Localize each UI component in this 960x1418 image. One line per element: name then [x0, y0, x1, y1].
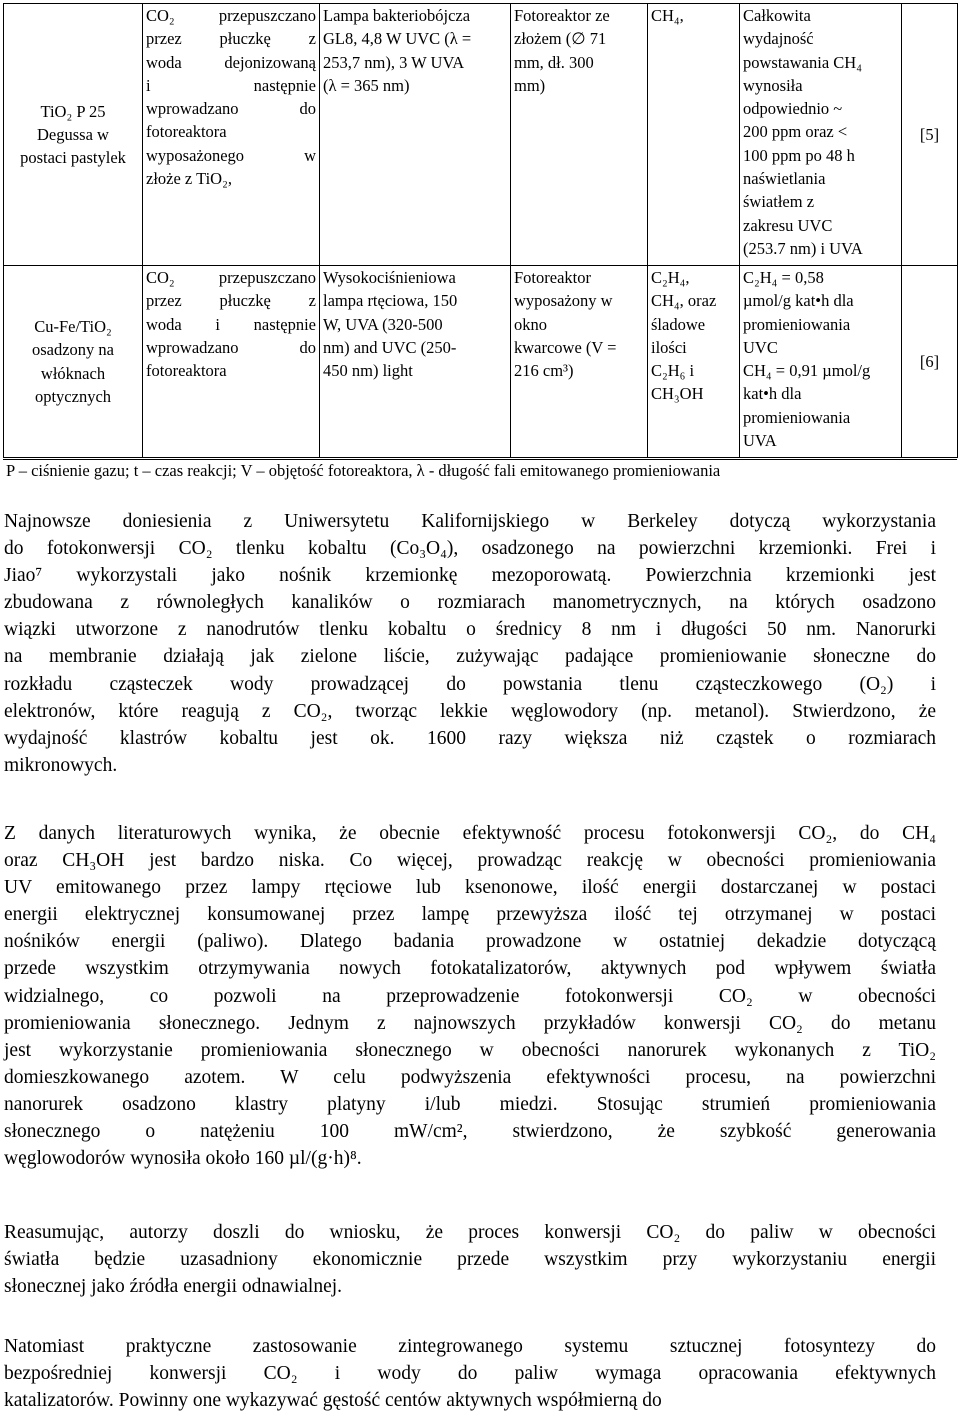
text-line: powstawania CH₄	[743, 52, 862, 72]
text-line: przede wszystkim otrzymywania nowych fotokatalizatorów, aktywnych pod wpływem światła	[4, 958, 936, 980]
text-line: słonecznej jako źródła energii odnawialnej.	[4, 1276, 343, 1298]
body-paragraph	[4, 1219, 936, 1300]
table-footnote: P – ciśnienie gazu; t – czas reakcji; V – objętość fotoreaktora, λ - długość fali emitowanego promieniowania	[3, 459, 957, 483]
light-source-cell	[320, 4, 511, 266]
text-line: kat•h dla	[743, 384, 802, 404]
text-line: złoże z TiO₂,	[146, 169, 232, 189]
text-line: wydajność	[743, 29, 814, 49]
text-line: CO₂ przepuszczano	[146, 268, 316, 287]
text-line: Całkowita	[743, 6, 811, 25]
text-line: włóknach	[40, 363, 106, 383]
text-line: 450 nm) light	[323, 361, 413, 381]
text-line: kwarcowe (V =	[514, 337, 617, 357]
text-line: jest wykorzystanie promieniowania słonecznego w obecności nanorurek wykonanych z TiO₂	[4, 1039, 936, 1061]
text-line: przez płuczkę z	[146, 29, 316, 49]
text-line: C₂H₆ i	[651, 361, 695, 381]
catalyst-cell	[4, 4, 143, 266]
table-row	[4, 266, 958, 458]
text-line: do fotokonwersji CO₂ tlenku kobaltu (Co₃O₄), osadzonego na powierzchni krzemionki. Frei i	[4, 538, 936, 560]
text-line: Lampa bakteriobójcza	[323, 6, 471, 25]
text-line: UV emitowanego przez lampy rtęciowe lub ksenonowe, ilość energii dostarczanej w postaci	[4, 877, 936, 899]
text-line: wyposażonego w	[146, 145, 316, 165]
text-line: C₂H₄ = 0,58	[743, 268, 824, 287]
text-line: 253,7 nm), 3 W UVA	[323, 52, 465, 72]
text-line: katalizatorów. Powinny one wykazywać gęstość centów aktywnych współmierną do	[4, 1390, 662, 1412]
text-line: wydajność klastrów kobaltu jest ok. 1600 razy większa niż cząstek o rozmiarach	[4, 727, 936, 749]
text-line: fotoreaktora	[146, 361, 227, 381]
text-line: UVA	[743, 431, 777, 451]
text-line: ilości	[651, 337, 687, 357]
text-line: światła będzie uzasadniony ekonomicznie przede wszystkim przy wykorzystaniu energii	[4, 1249, 936, 1271]
text-line: słonecznego o natężeniu 100 mW/cm², stwierdzono, że szybkość generowania	[4, 1121, 936, 1143]
text-line: widzialnego, co pozwoli na przeprowadzenie fotokonwersji CO₂ w obecności	[4, 985, 936, 1007]
text-line: naświetlania	[743, 169, 826, 189]
method-cell	[143, 4, 320, 266]
text-line: CO₂ przepuszczano	[146, 6, 316, 25]
text-line: (253.7 nm) i UVA	[743, 238, 863, 258]
text-line: zbudowana z równoległych kanalików o rozmiarach manometrycznych, na których osadzono	[4, 592, 936, 614]
text-line: C₂H₄,	[651, 268, 690, 287]
text-line: odpowiednio ~	[743, 99, 843, 119]
text-line: 200 ppm oraz <	[743, 122, 848, 142]
reactor-cell	[511, 266, 648, 458]
text-line: wiązki utworzone z nanodrutów tlenku kobaltu o średnicy 8 nm i długości 50 nm. Nanorurki	[4, 619, 936, 641]
table-row	[4, 4, 958, 266]
text-line: µmol/g kat•h dla	[743, 291, 854, 311]
text-line: światłem z	[743, 192, 815, 212]
text-line: Fotoreaktor ze	[514, 6, 610, 25]
text-line: i następnie	[146, 75, 316, 95]
text-line: UVC	[743, 337, 778, 357]
text-line: Z danych literaturowych wynika, że obecnie efektywność procesu fotokonwersji CO₂, do CH₄	[4, 823, 936, 844]
text-line: śladowe	[651, 314, 706, 334]
method-cell	[143, 266, 320, 458]
text-line: Degussa w	[37, 124, 109, 144]
text-line: CH₃OH	[651, 384, 704, 404]
text-line: wyposażony w	[514, 291, 613, 311]
text-line: Natomiast praktyczne zastosowanie zintegrowanego systemu sztucznej fotosyntezy do	[4, 1336, 936, 1357]
text-line: nośników energii (paliwo). Dlatego badania prowadzone w ostatniej dekadzie dotyczącą	[4, 931, 936, 953]
text-line: okno	[514, 314, 547, 334]
text-line: Jiao⁷ wykorzystali jako nośnik krzemionkę mezoporowatą. Powierzchnia krzemionki jest	[4, 565, 936, 587]
text-line: Fotoreaktor	[514, 268, 591, 287]
text-line: 100 ppm po 48 h	[743, 145, 855, 165]
text-line: nm) and UVC (250-	[323, 337, 457, 357]
text-line: mm, dł. 300	[514, 52, 594, 72]
text-line: wynosiła	[743, 75, 803, 95]
text-line: domieszkowanego azotem. W celu podwyższenia efektywności procesu, na powierzchni	[4, 1066, 936, 1088]
reference-cell: [5]	[902, 4, 958, 266]
text-line: promieniowania	[743, 314, 851, 334]
text-line: osadzony na	[31, 340, 115, 360]
yield-cell	[740, 266, 902, 458]
text-line: Cu-Fe/TiO₂	[34, 316, 112, 336]
text-line: Wysokociśnieniowa	[323, 268, 456, 287]
text-line: (λ = 365 nm)	[323, 75, 410, 95]
text-line: promieniowania słonecznego. Jednym z najnowszych przykładów konwersji CO₂ do metanu	[4, 1012, 936, 1034]
text-line: CH₄,	[651, 6, 684, 25]
text-line: rozkładu cząsteczek wody prowadzącej do powstania tlenu cząsteczkowego (O₂) i	[4, 673, 936, 695]
text-line: CH₄, oraz	[651, 291, 717, 311]
text-line: mm)	[514, 75, 546, 95]
text-line: promieniowania	[743, 407, 851, 427]
products-cell	[648, 4, 740, 266]
text-line: CH₄ = 0,91 µmol/g	[743, 361, 871, 381]
reference-cell: [6]	[902, 266, 958, 458]
text-line: optycznych	[34, 386, 112, 406]
text-line: przez płuczkę z	[146, 291, 316, 311]
text-line: Najnowsze doniesienia z Uniwersytetu Kalifornijskiego w Berkeley dotyczą wykorzystania	[4, 511, 936, 532]
text-line: mikronowych.	[4, 754, 118, 776]
text-line: bezpośredniej konwersji CO₂ i wody do paliw wymaga opracowania efektywnych	[4, 1363, 936, 1385]
text-line: GL8, 4,8 W UVC (λ =	[323, 29, 472, 49]
text-line: woda dejonizowaną	[146, 52, 316, 72]
text-line: energii elektrycznej konsumowanej przez lampę przewyższa ilość tej otrzymanej w postaci	[4, 904, 936, 926]
text-line: węglowodorów wynosiła około 160 µl/(g·h)⁸.	[4, 1148, 362, 1170]
text-line: fotoreaktora	[146, 122, 227, 142]
text-line: wprowadzano do	[146, 337, 316, 357]
catalyst-cell	[4, 266, 143, 458]
text-line: lampa rtęciowa, 150	[323, 291, 458, 311]
text-line: na membranie działają jak zielone liście, zużywając padające promieniowanie słoneczne do	[4, 646, 936, 668]
reactor-cell	[511, 4, 648, 266]
text-line: W, UVA (320-500	[323, 314, 443, 334]
text-line: zakresu UVC	[743, 215, 833, 235]
body-paragraph	[4, 508, 936, 779]
text-line: wprowadzano do	[146, 99, 316, 119]
products-cell	[648, 266, 740, 458]
text-line: 216 cm³)	[514, 361, 574, 381]
text-line: TiO₂ P 25	[40, 101, 106, 121]
text-line: postaci pastylek	[20, 148, 126, 168]
text-line: oraz CH₃OH jest bardzo niska. Co więcej, prowadząc reakcję w obecności promieniowania	[4, 850, 936, 872]
text-line: Reasumując, autorzy doszli do wniosku, że proces konwersji CO₂ do paliw w obecności	[4, 1222, 936, 1243]
light-source-cell	[320, 266, 511, 458]
yield-cell	[740, 4, 902, 266]
body-paragraph	[4, 1333, 936, 1414]
text-line: złożem (∅ 71	[514, 29, 607, 49]
text-line: elektronów, które reagują z CO₂, tworząc lekkie węglowodory (np. metanol). Stwierdzono, że	[4, 700, 936, 722]
body-paragraph	[4, 820, 936, 1172]
literature-table	[3, 3, 958, 458]
text-line: nanorurek osadzono klastry platyny i/lub miedzi. Stosując strumień promieniowania	[4, 1093, 936, 1115]
text-line: woda i następnie	[146, 314, 316, 334]
